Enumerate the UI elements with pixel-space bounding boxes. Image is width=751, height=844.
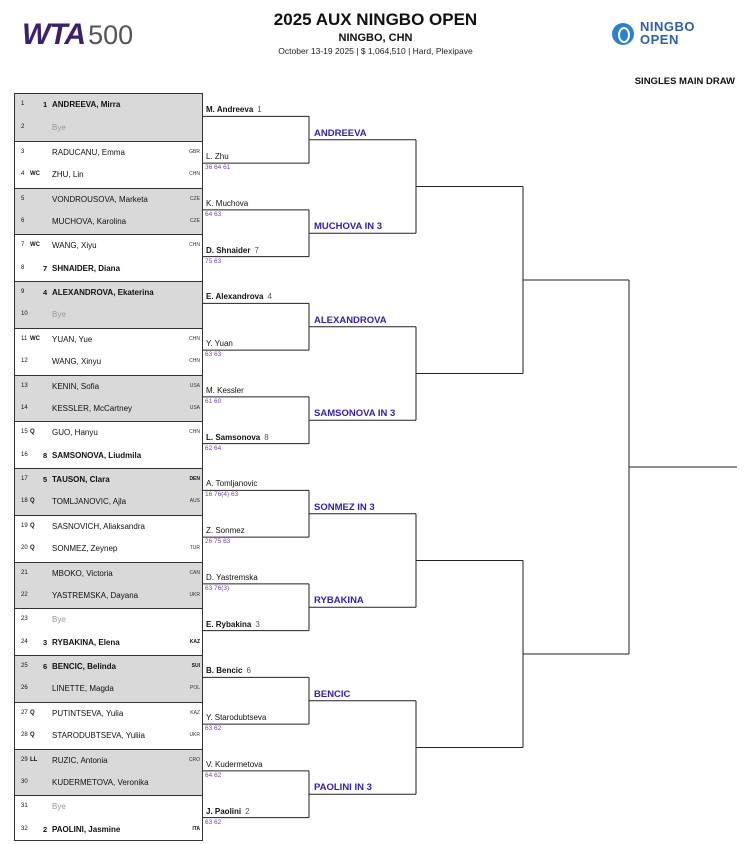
entry-type: Q xyxy=(30,522,35,529)
match-score: 36 64 61 xyxy=(205,164,231,172)
player-country: CHN xyxy=(189,335,200,342)
player-name: WANG, Xiyu xyxy=(52,241,97,251)
seed-number: 7 xyxy=(43,263,48,273)
player-name: LINETTE, Magda xyxy=(52,684,114,694)
wta-logo-text: WTA xyxy=(22,18,86,51)
ningbo-open-logo-text: NINGBO OPEN xyxy=(640,19,695,47)
player-name: D. Shnaider xyxy=(206,245,251,255)
draw-position: 20 xyxy=(21,545,28,552)
draw-position: 25 xyxy=(21,663,28,669)
draw-position: 13 xyxy=(21,382,28,389)
draw-position: 16 xyxy=(21,451,28,458)
draw-position: 31 xyxy=(21,803,28,810)
draw-position: 2 xyxy=(21,124,25,131)
draw-position: 1 xyxy=(21,101,25,107)
match-score: 16 76(4) 63 xyxy=(205,491,239,499)
seed-number: 1 xyxy=(257,105,262,115)
tournament-details: October 13-19 2025 | $ 1,064,510 | Hard, Plexipave xyxy=(278,46,473,56)
player-name: YUAN, Yue xyxy=(52,334,93,344)
player-name: RADUCANU, Emma xyxy=(52,147,125,157)
draw-position: 8 xyxy=(21,264,25,271)
tournament-title: 2025 AUX NINGBO OPEN xyxy=(273,10,478,29)
player-country: USA xyxy=(189,404,200,411)
seed-number: 4 xyxy=(267,292,272,302)
player-country: USA xyxy=(189,382,200,389)
player-name: GUO, Hanyu xyxy=(52,428,98,438)
player-country: AUS xyxy=(189,498,200,505)
seed-number: 8 xyxy=(264,432,269,442)
draw-position: 14 xyxy=(21,404,28,411)
player-name: E. Rybakina xyxy=(206,619,252,629)
seed-number: 8 xyxy=(43,450,48,460)
draw-position: 7 xyxy=(21,242,25,249)
player-country: KAZ xyxy=(189,638,200,645)
seed-number: 1 xyxy=(43,100,48,109)
player-country: ITA xyxy=(192,825,200,832)
seed-number: 3 xyxy=(255,619,260,629)
third-round-winner: RYBAKINA xyxy=(314,595,364,607)
player-name: TOMLJANOVIC, Ajla xyxy=(52,497,127,507)
player-name: B. Bencic xyxy=(206,666,243,676)
player-name: J. Paolini xyxy=(206,806,242,816)
player-name: V. Kudermetova xyxy=(206,759,263,769)
third-round-winner: PAOLINI IN 3 xyxy=(314,782,372,794)
player-country: CZE xyxy=(190,217,200,224)
player-name: SASNOVICH, Aliaksandra xyxy=(52,521,145,531)
player-name: M. Kessler xyxy=(206,385,244,395)
seed-number: 6 xyxy=(246,666,251,676)
player-country: CRO xyxy=(188,756,200,763)
match-score: 63 62 xyxy=(205,725,222,733)
player-name: D. Yastremska xyxy=(206,572,258,582)
draw-position: 15 xyxy=(21,429,28,436)
player-country: SUI xyxy=(191,663,200,669)
entry-type: WC xyxy=(30,242,40,249)
match-score: 63 76(3) xyxy=(205,584,230,592)
player-name: Y. Yuan xyxy=(206,339,233,349)
player-name: L. Zhu xyxy=(206,152,229,162)
third-round-winner: SAMSONOVA IN 3 xyxy=(314,408,396,420)
player-country: CHN xyxy=(189,358,200,365)
draw-position: 5 xyxy=(21,195,25,202)
seed-number: 3 xyxy=(43,637,48,647)
draw-position: 10 xyxy=(21,311,28,318)
player-name: E. Alexandrova xyxy=(206,292,264,302)
player-country: CAN xyxy=(189,569,200,576)
player-country: CHN xyxy=(189,171,200,178)
draw-position: 17 xyxy=(21,476,28,482)
player-name: A. Tomljanovic xyxy=(206,479,258,489)
player-name: KUDERMETOVA, Veronika xyxy=(52,777,149,787)
third-round-winner: ANDREEVA xyxy=(314,127,367,139)
player-name: TAUSON, Clara xyxy=(52,475,110,484)
third-round-winner: SONMEZ IN 3 xyxy=(314,501,375,513)
third-round-winner: BENCIC xyxy=(314,688,351,700)
draw-type-label: SINGLES MAIN DRAW xyxy=(634,76,735,87)
player-country: UKR xyxy=(189,732,200,739)
player-name: K. Muchova xyxy=(206,198,249,208)
player-name: KENIN, Sofia xyxy=(52,381,100,391)
player-country: CHN xyxy=(189,242,200,249)
player-name: Bye xyxy=(52,615,66,625)
match-score: 61 60 xyxy=(205,397,222,405)
match-score: 63 62 xyxy=(205,818,222,826)
entry-type: Q xyxy=(30,709,35,716)
player-name: MBOKO, Victoria xyxy=(52,568,113,578)
seed-number: 7 xyxy=(254,245,259,255)
draw-position: 9 xyxy=(21,289,25,295)
player-country: GBR xyxy=(189,148,200,155)
entry-type: Q xyxy=(30,498,35,505)
wta-level-text: 500 xyxy=(88,20,134,50)
player-country: TUR xyxy=(189,545,200,552)
entry-type: Q xyxy=(30,732,35,739)
seed-number: 5 xyxy=(43,475,48,484)
draw-position: 19 xyxy=(21,522,28,529)
player-name: WANG, Xinyu xyxy=(52,357,102,367)
player-name: Y. Starodubtseva xyxy=(206,713,267,723)
player-name: STARODUBTSEVA, Yuliia xyxy=(52,731,145,741)
player-country: KAZ xyxy=(190,709,200,716)
player-name: Bye xyxy=(52,310,66,320)
player-name: RUZIC, Antonia xyxy=(52,755,108,765)
draw-position: 29 xyxy=(21,756,28,763)
draw-position: 26 xyxy=(21,685,28,692)
draw-position: 12 xyxy=(21,358,28,365)
third-round-winner: ALEXANDROVA xyxy=(314,314,387,326)
player-name: ALEXANDROVA, Ekaterina xyxy=(52,288,154,297)
player-name: Bye xyxy=(52,123,66,133)
draw-position: 18 xyxy=(21,498,28,505)
player-name: Z. Sonmez xyxy=(206,526,245,536)
tournament-location: NINGBO, CHN xyxy=(338,32,413,44)
player-country: UKR xyxy=(189,591,200,598)
player-name: YASTREMSKA, Dayana xyxy=(52,590,139,600)
player-name: Bye xyxy=(52,802,66,812)
draw-position: 6 xyxy=(21,217,25,224)
player-country: CZE xyxy=(190,195,200,202)
seed-number: 6 xyxy=(43,662,48,671)
entry-type: LL xyxy=(30,756,38,763)
draw-position: 27 xyxy=(21,709,28,716)
player-name: PUTINTSEVA, Yulia xyxy=(52,708,124,718)
player-name: ZHU, Lin xyxy=(52,170,84,180)
draw-position: 30 xyxy=(21,778,28,785)
player-name: SONMEZ, Zeynep xyxy=(52,544,118,554)
seed-number: 4 xyxy=(43,288,48,297)
player-name: BENCIC, Belinda xyxy=(52,662,117,671)
match-score: 62 64 xyxy=(205,444,222,452)
match-score: 64 62 xyxy=(205,771,222,779)
draw-position: 28 xyxy=(21,732,28,739)
draw-position: 21 xyxy=(21,569,28,576)
entry-type: Q xyxy=(30,429,35,436)
seed-number: 2 xyxy=(245,806,250,816)
player-name: VONDROUSOVA, Marketa xyxy=(52,194,148,204)
player-country: CHN xyxy=(189,429,200,436)
draw-position: 4 xyxy=(21,171,25,178)
entry-type: Q xyxy=(30,545,35,552)
player-name: ANDREEVA, Mirra xyxy=(52,100,121,109)
seed-number: 2 xyxy=(43,824,48,834)
entry-type: WC xyxy=(30,171,40,178)
draw-position: 24 xyxy=(21,638,28,645)
player-name: MUCHOVA, Karolina xyxy=(52,216,127,226)
draw-position: 22 xyxy=(21,591,28,598)
player-name: RYBAKINA, Elena xyxy=(52,637,120,647)
draw-position: 23 xyxy=(21,616,28,623)
player-country: DEN xyxy=(189,476,200,482)
draw-position: 11 xyxy=(21,335,28,342)
player-name: M. Andreeva xyxy=(206,105,254,115)
player-country: POL xyxy=(189,685,200,692)
draw-position: 3 xyxy=(21,148,25,155)
player-name: L. Samsonova xyxy=(206,432,261,442)
draw-position: 32 xyxy=(21,825,28,832)
player-name: SHNAIDER, Diana xyxy=(52,263,121,273)
player-name: PAOLINI, Jasmine xyxy=(52,824,121,834)
match-score: 26 75 63 xyxy=(205,538,231,546)
match-score: 64 63 xyxy=(205,210,222,218)
player-name: KESSLER, McCartney xyxy=(52,403,133,413)
match-score: 63 63 xyxy=(205,351,222,359)
third-round-winner: MUCHOVA IN 3 xyxy=(314,221,383,233)
entry-type: WC xyxy=(30,335,40,342)
match-score: 75 63 xyxy=(205,257,222,265)
player-name: SAMSONOVA, Liudmila xyxy=(52,450,142,460)
